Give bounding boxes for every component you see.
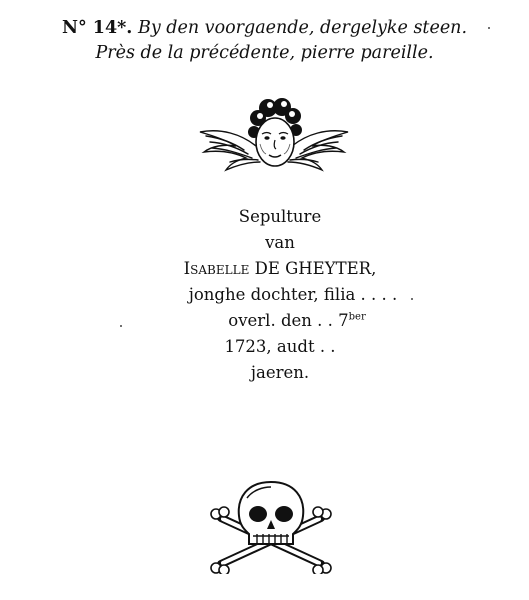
epitaph-inscription <box>120 204 440 386</box>
name-first: Isabelle <box>183 259 250 278</box>
entry-number: N° 14*. <box>61 18 133 38</box>
print-speck <box>488 27 490 29</box>
inscription-line-2: van <box>265 233 295 252</box>
dutch-caption: By den voorgaende, dergelyke steen. <box>137 18 468 38</box>
death-date-text: overl. den . . 7 <box>228 311 349 330</box>
inscription-line-5 <box>120 308 440 334</box>
inscription-name <box>120 256 440 282</box>
inscription-line-7: jaeren. <box>250 363 310 382</box>
skull-crossbones-icon <box>207 478 335 574</box>
print-speck <box>120 325 122 327</box>
name-last: DE GHEYTER, <box>254 259 377 278</box>
heading-line-dutch <box>0 16 529 41</box>
inscription-line-1: Sepulture <box>238 207 322 226</box>
inscription-line-6: 1723, audt . . <box>224 337 336 356</box>
french-caption: Près de la précédente, pierre pareille. <box>95 43 434 63</box>
print-speck <box>411 298 413 300</box>
entry-heading <box>0 16 529 66</box>
cherub-icon <box>196 92 352 188</box>
death-date-sup: ber <box>348 311 366 323</box>
inscription-line-4: jonghe dochter, filia . . . . <box>188 285 398 304</box>
